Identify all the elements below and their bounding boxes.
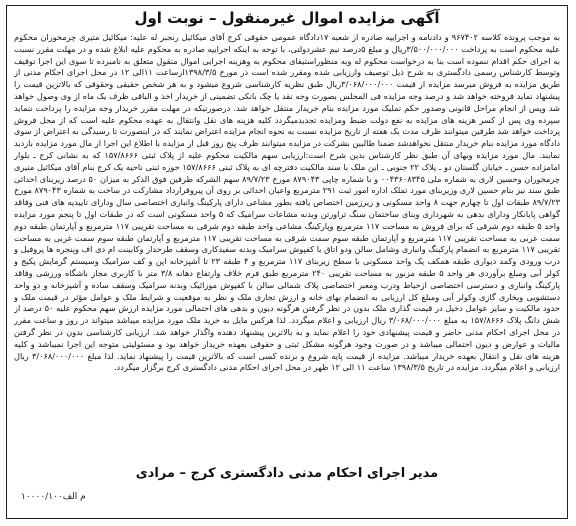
notice-title: آگهی مزایده اموال غیرمنقول – نوبت اول <box>134 9 440 27</box>
notice-frame <box>6 5 568 519</box>
notice-code: م الف۱۰۰۰۰/۱۰۰ <box>21 492 86 502</box>
notice-signature: مدیر اجرای احکام مدنی دادگستری کرج – مرادی <box>135 466 439 481</box>
notice-body: به موجب پرونده کلاسه ۹۶۷۴۰۲ و دادنامه و اجراییه صادره از شعبه ۱۷دادگاه عمومی حقوقی کرج آقای میکائیل رنجبر له علیه: میکائیل متیری چرمخوران محکوم علیه محکوم است به پرداخت ۳/۵۰۰/۰۰۰/۰۰۰ریال و مبلغ ۵درصد نیم عشردولتی، با توجه به اینکه اجراییه صادره به محکوم علیه ابلاغ شده و در مهلت مقرر نسبت به اجرای حکم اقدام ننموده است بنا به درخواست محکوم له وبه منظوراستیفای محکوم به وهزینه اجرایی اموال منقول متعلق به نامبرده تا سوی این اجرا توقیف وتوسط کارشناس رسمی دادگستری به شرح ذیل توصیف وارزیابی شده ومقرر شده است در مورخ ۱۳۹۸/۳/۵ازساعت ۱۱الی ۱۲ در محل اجرای احکام مدنی از طریق مزایده به فروش میرسد مزایده از قیمت ۳/۰۶۸/۰۰۰/۰۰۰ریال طبق نظریه کارشناسی شروع میشود و به هر شخص حقیقی وحقوقی که بالاترین قیمت را پیشنهاد نماید فروخته خواهد شد و درصد وجه مزایده فی المجلس بصورت وجه نقد یا چک بانکی تضمینی از خریدار اخذ و الباقی ظرف یک ماه از وی وصول خواهد شد وپس از انجام مراحل قانونی وصدور حکم تملیک مورد مزایده بنام خریدار منتقل خواهد شد. درصورتیکه در مهلت مقرر خریدار وجه مزایده را پرداخت ننماید سپرده وی پس از کسر هزینه های مزایده به نفع دولت ضبط ومزایده تجدیدمیگردد کلیه هزینه های نقل وانتقال به عهده محکوم علیه است که از محل فروش پرداخت خواهد شد طرفین میتوانند ظرف مدت یک هفته از تاریخ مزایده نسبت به نحوه انجام مزایده اعتراض نمایند که در اینصورت تا رسیدگی به اعتراض از سوی دادگاه مورد مزایده بنام خریدار منتقل نخواهدشد ضمنا طالبین بشرکت در مزایده میتوانند ظرف پنج روز قبل از مزایده با اطلاع این اجرا از مال مورد مزایده بازدید نمایند. مال مورد مزایده وبهای آن طبق نظر کارشناس بدین شرح است:ارزیابی سهم مالکیت محکوم علیه از پلاک ثبتی ۱۵۷/۸۶۶۶ که به نشانی کرج ـ بلوار امامزاده حسن ـ خیابان گلستان دو ـ پلاک ۲۲ جنوبی ـ این ملک با سند مالکیت دفترچه ای به پلاک ثبتی ۱۵۷/۸۶۶۶ حوزه ثبتی ناحیه یک کرج بنام آقای میکائیل متیری چرمخوران وحسین لاری به شماره ملی ۰۰۴۳۶۰۸۳۴۵ و با شماره چاپی ۸۷۹۰۴۳ مورخ ۸۹/۷/۲۳ سهم الشرکه طرفین فوق الذکر به میزان ۵۰ درصد زیربنای احداثی طبق سند نیز بنام حسین لاری وزیربنای مورد تملک اداره امور ثبت ۲۹۱ مترمربع واعیان احداثی بر روی آن پیروقرارداد مشارکت در ساخت به شماره ۸۷۹۰۴۳ مورخ ۸۹/۷/۲۳ طبقات اول تا چهارم جهت ۸ واحد مسکونی و زیرزمین اختصاص یافته بطور مشاعی دارای پارکینگ وانباری اختصاصی سال ودارای تاییدیه های فنی وفاقد گواهی پایانکار ودارای بدهی به شهرداری وبنای ساختمان سنگ تراورتن وبدنه مشاعات سرامیک که ۵ واحد مسکونی است که در طبقات اول تا پنجم مورد مزایده واحد ۵ طبقه دوم شرقی که برای فروش به مساحت ۱۱۷ مترمربع وپارکینگ مشاعی واحد طبقه دوم شرقی به مساحت تقریبی ۱۱۷ مترمربع و آپارتمان طبقه دوم سمت غربی به مساحت تقریبی ۱۱۷ مترمربع و آپارتمان طبقه سوم سمت شرقی به مساحت تقریبی ۱۱۷ مترمربع و آپارتمان طبقه سوم سمت غربی به مساحت تقریبی ۱۱۷ مترمربع به انضمام پارکینگ وانباری وشامل سالن ودو اتاق با کفپوش سرامیک وبدنه سفیدکاری وسقف طرحدار وکابینت ام دی اف وپنجره ها پروفیل و درب ورودی وکمد دیواری طبقه همکف یک واحد مسکونی با سطح زیربنای ۱۱۷ مترمربع و ۴ طبقه ۲۳ تا آشپزخانه اپن و کف سرامیک وسیستم گرمایش پکیج و کولر آبی ومبلغ برآوردی هر واحد ۵ طبقه مزبور به مساحت تقریبی ۲۴۰ مترمربع طبق فرم خلاف وارتفاع دهانه ۳/۸ متر با کاربری مجاز باشگاه ورزشی وفاقد پارکینگ وانباری و دسترسی اختصاصی ازحیاط ودرب ومعبر اختصاصی پلاک شمالی سالن با کفپوش موزائیک وبدنه سرامیک وسقف ساده و آشپزخانه و دو واحد دستشویی وبخاری گازی وکولر آبی ومبلغ کل ارزیابی به انضمام بهای خانه و ارزش تجاری ملک و نظر به موقعیت و شرایط ملک و عوامل مؤثر در قیمت ملک و حدود مالکیت و سایر عوامل دخیل در قیمت گذاری ملک بدون در نظر گرفتن هرگونه دیون و بدهی های احتمالی مورد مزایده ارزش سهم محکوم علیه ۵۰ درصد از شش دانگ پلاک ۱۵۷/۸۶۶۶ به مبلغ ۳/۰۶۸/۰۰۰/۰۰۰ ریال ارزیابی و اعلام میگردد. لذا هرکس مایل به خرید ملک مورد مزایده میباشد میتواند در روز و ساعت مقرر در محل اجرای احکام مدنی حاضر و قیمت پیشنهادی خود را اعلام نماید و به بالاترین پیشنهاد دهنده واگذار خواهد شد. ارزیابی کارشناسی بدون در نظر گرفتن مالیات و عوارض و دیون احتمالی میباشد و در صورت وجود هرگونه مشکل ثبتی و حقوقی بعهده خریدار خواهد بود و مسئولیتی متوجه این اجرا نمیباشد و کلیه هزینه های نقل و انتقال بعهده خریدار میباشد. مزایده از قیمت پایه شروع و برنده کسی است که بالاترین قیمت را پیشنهاد نماید. لذا مبلغ ۳/۰۶۸/۰۰۰/۰۰۰ ریال ارزیابی و اعلام میگردد. مزایده در تاریخ ۱۳۹۸/۳/۵ ساعت ۱۱ الی ۱۲ ظهر در محل اجرای احکام مدنی دادگستری کرج برگزار میگردد. <box>14 32 560 373</box>
